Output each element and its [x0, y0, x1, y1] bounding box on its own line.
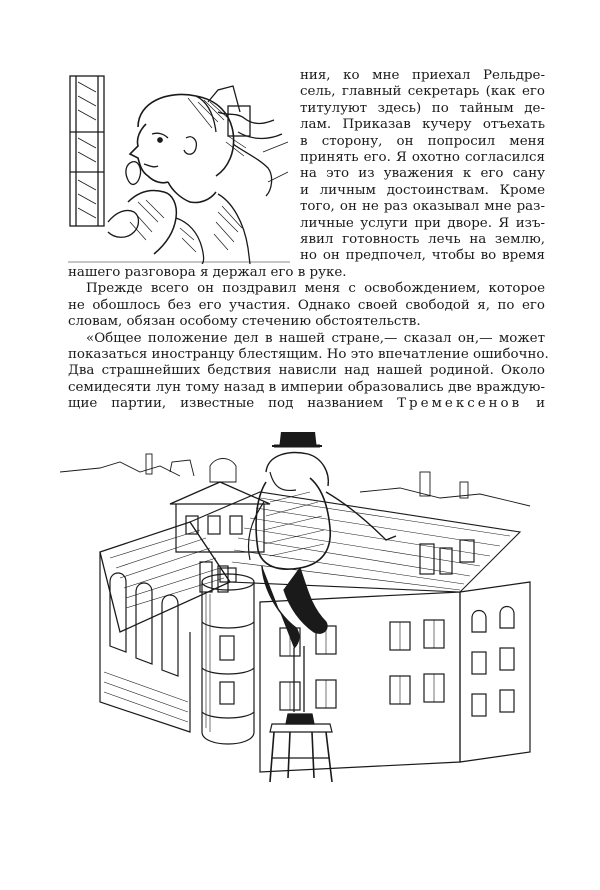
- text-line: лам. Приказав кучеру отъехать: [300, 117, 545, 133]
- paragraph-1-column: [300, 68, 545, 265]
- text-line: словам, обязан особому стечению обстоятельств.: [68, 314, 421, 330]
- text-line: сель, главный секретарь (как его: [300, 84, 545, 100]
- text-line: и личным достоинствам. Кроме: [300, 182, 545, 198]
- text-fragment: и: [536, 396, 545, 412]
- text-line: Два страшнейших бедствия нависли над нашей родиной. Около: [68, 363, 545, 379]
- text-line: титулуют здесь) по тайным де-: [300, 100, 545, 116]
- paragraph-2-first-line: Прежде всего он поздравил меня с освобождением, которое: [86, 281, 545, 297]
- portrait-illustration: [68, 72, 290, 264]
- text-line: но он предпочел, чтобы во время: [300, 248, 545, 264]
- text-line-last: [68, 396, 545, 412]
- text-line: нашего разговора я держал его в руке.: [68, 265, 347, 280]
- rooftops-illustration: [60, 432, 540, 782]
- text-line: явил готовность лечь на землю,: [300, 231, 545, 247]
- text-line: показаться иностранцу блестящим. Но это впечатление ошибочно.: [68, 346, 549, 362]
- text-line: личные услуги при дворе. Я изъ-: [300, 215, 545, 231]
- text-line: ния, ко мне приехал Рельдре-: [300, 68, 545, 83]
- party-name: Тремексенов: [397, 396, 523, 412]
- text-fragment: щие партии, известные под названием: [68, 396, 384, 412]
- main-text-block: [68, 265, 549, 413]
- text-line: в сторону, он попросил меня: [300, 133, 545, 149]
- text-line: семидесяти лун тому назад в империи образовались две враждую-: [68, 379, 545, 395]
- paragraph-3-first-line: «Общее положение дел в нашей стране,— сказал он,— может: [86, 330, 545, 346]
- text-line: на это из уважения к его сану: [300, 166, 545, 182]
- text-line: того, он не раз оказывал мне раз-: [300, 199, 545, 215]
- text-line: не обошлось без его участия. Однако своей свободой я, по его: [68, 297, 545, 313]
- text-line: принять его. Я охотно согласился: [300, 149, 545, 165]
